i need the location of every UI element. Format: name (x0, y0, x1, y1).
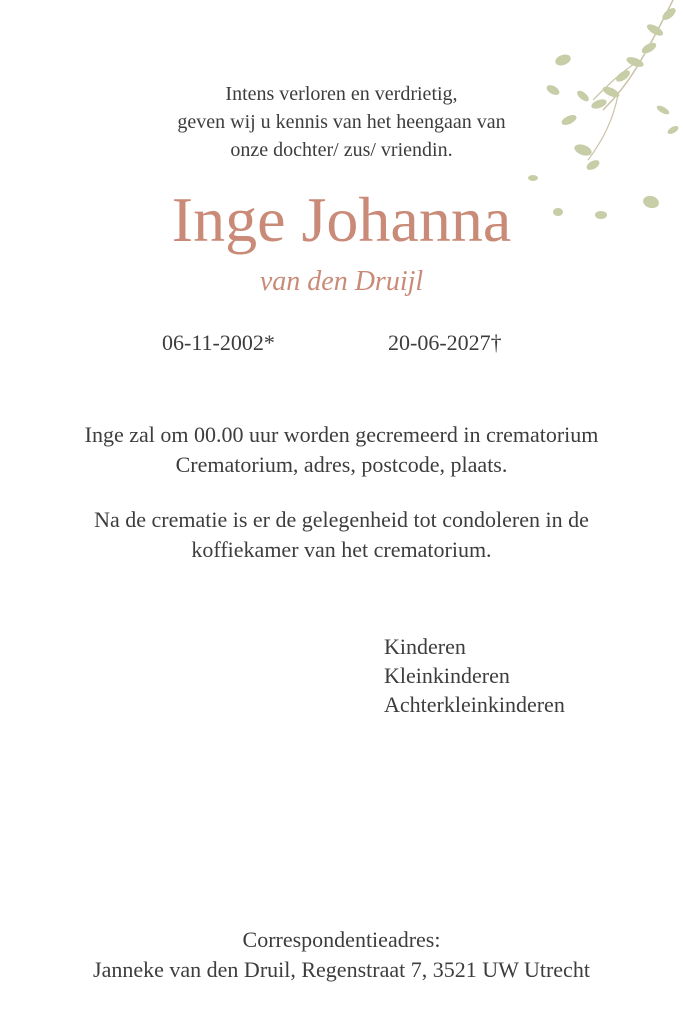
condolence-line: koffiekamer van het crematorium. (191, 537, 492, 562)
family-list (384, 632, 565, 719)
family-item: Kleinkinderen (384, 663, 510, 688)
cremation-line: Crematorium, adres, postcode, plaats. (175, 452, 508, 477)
condolence-line: Na de crematie is er de gelegenheid tot condoleren in de (94, 507, 589, 532)
intro-line: geven wij u kennis van het heengaan van (177, 111, 506, 133)
correspondence-address (0, 925, 683, 985)
intro-text (0, 80, 683, 164)
correspondence-label: Correspondentieadres: (242, 927, 441, 952)
family-item: Achterkleinkinderen (384, 692, 565, 717)
death-date: 20-06-2027† (388, 330, 502, 355)
intro-line: Intens verloren en verdrietig, (225, 83, 458, 105)
correspondence-address-line: Janneke van den Druil, Regenstraat 7, 3521 UW Utrecht (93, 957, 590, 982)
cremation-notice (0, 420, 683, 480)
condolence-notice (0, 505, 683, 565)
deceased-surname: van den Druijl (259, 266, 424, 297)
cremation-line: Inge zal om 00.00 uur worden gecremeerd in crematorium (84, 422, 599, 447)
birth-date: 06-11-2002* (162, 330, 275, 355)
intro-line: onze dochter/ zus/ vriendin. (230, 139, 453, 161)
deceased-first-names: Inge Johanna (171, 184, 512, 255)
family-item: Kinderen (384, 634, 466, 659)
